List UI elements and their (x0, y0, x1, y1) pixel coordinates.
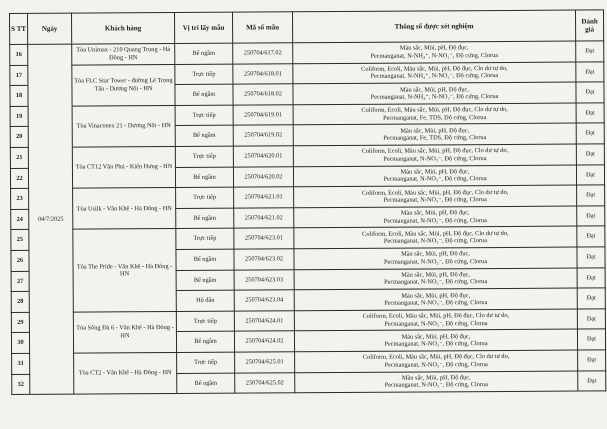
test-parameters (294, 268, 577, 290)
params-line-2: Pecmanganat, N-NO₃⁻, Độ cứng, Clorua (384, 340, 488, 348)
row-stt: 20 (10, 127, 28, 148)
customer-name: Tòa CT12 Văn Phú - Kiến Hưng - HN (72, 146, 175, 188)
test-parameters (293, 165, 576, 187)
evaluation: Đạt (576, 41, 604, 62)
sample-code: 250704/618.02 (233, 84, 293, 105)
params-line-1: Coliform, Ecoli, Màu sắc, Mùi, pH, Độ đục, Clo dư tự do, (362, 353, 510, 362)
sampling-position: Bể ngầm (176, 208, 234, 229)
params-line-1: Coliform, Ecoli, Màu sắc, Mùi, pH, Độ đục, Clo dư tự do, (361, 188, 509, 197)
params-line-1: Màu sắc, Mùi, pH, Độ đục, (399, 44, 469, 53)
test-parameters (294, 206, 577, 228)
customer-name: Tòa CT2 - Văn Khê - Hà Đông - HN (74, 352, 177, 394)
customer-name: Tòa Usilk - Văn Khê - Hà Đông - HN (73, 188, 176, 230)
evaluation: Đạt (577, 247, 605, 268)
results-table (9, 9, 606, 395)
params-line-2: Pecmanganat, N-NO₃⁻, Độ cứng, Clorua (383, 237, 488, 245)
sample-code: 250704/623.02 (234, 249, 294, 270)
sample-code: 250704/619.01 (233, 105, 293, 126)
params-line-1: Màu sắc, Mùi, pH, Độ đục, (401, 291, 471, 300)
row-stt: 19 (10, 106, 28, 127)
row-stt: 27 (11, 271, 29, 292)
params-line-1: Màu sắc, Mùi, pH, Độ đục, (400, 209, 470, 217)
evaluation: Đạt (577, 288, 605, 309)
test-parameters (294, 309, 577, 331)
row-stt: 25 (11, 230, 29, 251)
sample-code: 250704/625.02 (235, 372, 295, 393)
sampling-position: Bể ngầm (177, 373, 235, 394)
table-header-row (10, 10, 604, 45)
test-parameters (294, 185, 577, 207)
sample-code: 250704/617.02 (233, 43, 293, 64)
sampling-position: Trực tiếp (176, 228, 234, 249)
row-stt: 31 (12, 353, 30, 374)
row-stt: 18 (10, 86, 28, 107)
row-stt: 21 (10, 147, 28, 168)
sampling-position: Trực tiếp (175, 146, 233, 167)
evaluation: Đạt (577, 226, 605, 247)
sampling-position: Bể ngầm (176, 331, 234, 352)
header-customer: Khách hàng (72, 12, 175, 44)
sample-code: 250704/623.01 (234, 228, 294, 249)
test-parameters (293, 144, 576, 166)
test-parameters (293, 123, 576, 145)
params-line-1: Màu sắc, Mùi, pH, Độ đục, (400, 126, 470, 135)
header-code: Mã số mẫu (232, 12, 292, 43)
sampling-position: Trực tiếp (175, 105, 233, 126)
params-line-1: Coliform, Ecoli, Màu sắc, Mùi, pH, Độ đục, Clo dư tự do, (361, 106, 508, 115)
row-stt: 28 (11, 292, 29, 313)
evaluation: Đạt (576, 144, 604, 165)
sampling-position: Trực tiếp (176, 187, 234, 208)
evaluation: Đạt (577, 329, 605, 350)
row-stt: 23 (11, 189, 29, 210)
test-parameters (293, 41, 576, 63)
sample-code: 250704/624.01 (234, 310, 294, 331)
sampling-position: Bể ngầm (175, 126, 233, 147)
row-stt: 29 (11, 312, 29, 333)
evaluation: Đạt (576, 123, 604, 144)
evaluation: Đạt (578, 350, 606, 371)
params-line-2: Pecmanganat, N-NO₃⁻, Độ cứng, Clorua (384, 278, 488, 287)
sample-code: 250704/621.02 (234, 208, 294, 229)
params-line-2: Pecmanganat, N-NO₃⁻, Độ cứng, Clorua (383, 154, 487, 163)
row-stt: 26 (11, 250, 29, 271)
params-line-2: Pecmanganat, Fe, TDS, Độ cứng, Clorua (383, 134, 487, 142)
test-parameters (295, 350, 578, 372)
params-line-1: Coliform, Ecoli, Màu sắc, Mùi, pH, Độ đục, Clo dư tự do, (361, 147, 509, 156)
row-stt: 22 (10, 168, 28, 189)
test-parameters (294, 288, 577, 310)
evaluation: Đạt (576, 164, 604, 185)
test-parameters (295, 371, 578, 393)
sampling-position: Bể ngầm (176, 249, 234, 270)
params-line-1: Coliform, Ecoli, Màu sắc, Mùi, pH, Độ đục, Clo dư tự do, (362, 229, 509, 238)
params-line-2: Pecmanganat, N-NO₃⁻, Độ cứng, Clorua (384, 381, 488, 390)
evaluation: Đạt (577, 309, 605, 330)
header-params: Thông số được xét nghiệm (292, 10, 575, 43)
sample-code: 250704/625.01 (235, 352, 295, 373)
header-date: Ngày (28, 13, 72, 44)
sample-code: 250704/620.01 (233, 146, 293, 167)
params-line-2: Pecmanganat, N-NO₃⁻, Độ cứng, Clorua (384, 319, 488, 328)
sample-code: 250704/620.02 (233, 166, 293, 187)
params-line-2: Pecmanganat, N-NO₃⁻, Độ cứng, Clorua (383, 196, 487, 204)
evaluation: Đạt (577, 185, 605, 206)
sampling-position: Bể ngầm (175, 167, 233, 188)
sampling-position: Trực tiếp (177, 352, 235, 373)
params-line-2: Pecmanganat, N-NO₃⁻, Độ cứng, Clorua (384, 299, 488, 307)
customer-name: Tòa Unimax - 210 Quang Trung - Hà Đông - HN (72, 43, 175, 64)
sampling-position: Bể ngầm (175, 84, 233, 105)
params-line-1: Màu sắc, Mùi, pH, Độ đục, (401, 250, 470, 258)
params-line-1: Màu sắc, Mùi, pH, Độ đục, (400, 85, 469, 94)
sample-code: 250704/623.04 (234, 290, 294, 311)
sampling-position: Trực tiếp (176, 311, 234, 332)
params-line-1: Màu sắc, Mùi, pH, Độ đục, (401, 374, 471, 382)
evaluation: Đạt (577, 206, 605, 227)
customer-name: Tòa Vinaconex 21 - Dương Nội - HN (72, 105, 175, 147)
sampling-position: Bể ngầm (176, 270, 234, 291)
params-line-1: Màu sắc, Mùi, pH, Độ đục, (401, 332, 471, 341)
sample-code: 250704/621.01 (234, 187, 294, 208)
evaluation: Đạt (576, 103, 604, 124)
test-parameters (293, 103, 576, 125)
params-line-1: Màu sắc, Mùi, pH, Độ đục, (401, 271, 470, 279)
evaluation: Đạt (576, 82, 604, 103)
row-stt: 32 (12, 374, 30, 395)
header-eval: Đánh giá (575, 10, 603, 41)
params-line-2: Pecmanganat, N-NO₃⁻, Độ cứng, Clorua (383, 257, 488, 266)
sample-code: 250704/619.02 (233, 125, 293, 146)
row-stt: 30 (11, 333, 29, 354)
test-parameters (294, 247, 577, 269)
customer-name: Tòa The Pride - Văn Khê - Hà Đông - HN (73, 229, 177, 312)
sample-code: 250704/618.01 (233, 63, 293, 84)
sampling-position: Bể ngầm (175, 43, 233, 64)
customer-name: Tòa FLC Star Tower - đường Lê Trọng Tấn - Dương Nội - HN (72, 64, 175, 106)
header-stt: S TT (10, 13, 28, 44)
params-line-2: Pecmanganat, N-NH₄⁺, N-NO₂⁻, Độ cứng, Clorua (370, 51, 499, 60)
row-stt: 17 (10, 65, 28, 86)
params-line-2: Pecmanganat, N-NO₃⁻, Độ cứng, Clorua (384, 360, 488, 369)
params-line-1: Màu sắc, Mùi, pH, Độ đục, (400, 168, 470, 176)
test-parameters (293, 62, 576, 84)
params-line-2: Pecmanganat, N-NO₃⁻, Độ cứng, Clorua (383, 216, 487, 225)
row-stt: 24 (11, 209, 29, 230)
sampling-position: Trực tiếp (175, 64, 233, 85)
sampling-position: Hộ dân (176, 290, 234, 311)
params-line-2: Pecmanganat, N-NH₄⁺, N-NO₂⁻, Độ cứng, Clorua (370, 92, 499, 101)
sampling-date: 04/7/2025 (28, 44, 74, 394)
evaluation: Đạt (576, 61, 604, 82)
sample-code: 250704/624.02 (234, 331, 294, 352)
evaluation: Đạt (578, 370, 606, 391)
params-line-1: Coliform, Ecoli, Màu sắc, Mùi, pH, Độ đục, Clo dư tự do, (361, 64, 508, 73)
sample-code: 250704/623.03 (234, 269, 294, 290)
params-line-2: Pecmanganat, Fe, TDS, Độ cứng, Clorua (383, 113, 487, 122)
test-parameters (293, 82, 576, 104)
test-parameters (294, 226, 577, 248)
evaluation: Đạt (577, 267, 605, 288)
customer-name: Tòa Sông Đà 6 - Văn Khê - Hà Đông - HN (73, 311, 176, 353)
row-stt: 16 (10, 44, 28, 65)
params-line-2: Pecmanganat, N-NH₄⁺, N-NO₂⁻, Độ cứng, Clorua (370, 72, 499, 81)
params-line-2: Pecmanganat, N-NO₃⁻, Độ cứng, Clorua (383, 175, 487, 184)
test-parameters (294, 329, 577, 351)
params-line-1: Coliform, Ecoli, Màu sắc, Mùi, pH, Độ đục, Clo dư tự do, (362, 312, 510, 320)
header-position: Vị trí lấy mẫu (174, 12, 232, 43)
